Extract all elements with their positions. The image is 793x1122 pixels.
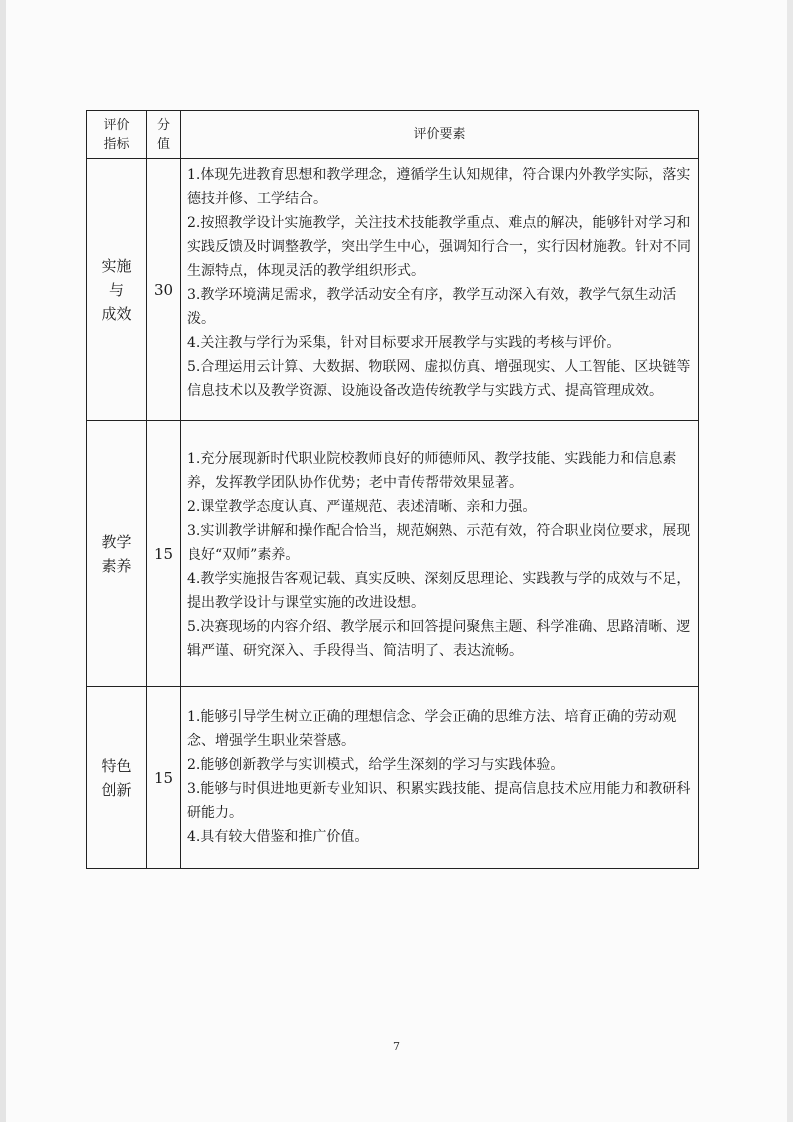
table-row xyxy=(87,421,699,687)
header-indicator-line: 指标 xyxy=(103,136,130,152)
criterion-item: 4.关注教与学行为采集，针对目标要求开展教学与实践的考核与评价。 xyxy=(187,335,621,351)
criterion-item: 4.教学实施报告客观记载、真实反映、深刻反思理论、实践教与学的成效与不足，提出教学设计与课堂实施的改进设想。 xyxy=(187,571,691,611)
criterion-item: 5.合理运用云计算、大数据、物联网、虚拟仿真、增强现实、人工智能、区块链等信息技术以及教学资源、设施设备改造传统教学与实践方式、提高管理成效。 xyxy=(187,359,691,399)
criterion-item: 1.充分展现新时代职业院校教师良好的师德师风、教学技能、实践能力和信息素养，发挥教学团队协作优势；老中青传帮带效果显著。 xyxy=(187,451,677,491)
criterion-item: 2.按照教学设计实施教学，关注技术技能教学重点、难点的解决，能够针对学习和实践反馈及时调整教学，突出学生中心，强调知行合一，实行因材施教。针对不同生源特点，体现灵活的教学组织形式。 xyxy=(187,215,691,279)
indicator-cell xyxy=(87,687,147,869)
indicator-cell xyxy=(87,159,147,421)
criterion-item: 5.决赛现场的内容介绍、教学展示和回答提问聚焦主题、科学准确、思路清晰、逻辑严谨、研究深入、手段得当、简洁明了、表达流畅。 xyxy=(187,619,691,659)
criterion-item: 4.具有较大借鉴和推广价值。 xyxy=(187,829,369,845)
indicator-cell xyxy=(87,421,147,687)
criterion-item: 3.能够与时俱进地更新专业知识、积累实践技能、提高信息技术应用能力和教研科研能力。 xyxy=(187,781,691,821)
elements-cell xyxy=(181,421,699,687)
header-elements: 评价要素 xyxy=(181,111,699,159)
score-cell: 30 xyxy=(147,159,181,421)
page-edge-right xyxy=(787,0,793,1122)
indicator-line: 素养 xyxy=(101,556,132,575)
criterion-item: 1.体现先进教育思想和教学理念，遵循学生认知规律，符合课内外教学实际，落实德技并修、工学结合。 xyxy=(187,167,691,207)
table-header-row xyxy=(87,111,699,159)
page-edge-left xyxy=(0,0,6,1122)
elements-cell xyxy=(181,687,699,869)
page-number: 7 xyxy=(393,1040,400,1053)
indicator-line: 特色 xyxy=(101,756,132,775)
indicator-line: 教学 xyxy=(101,532,132,551)
indicator-line: 与 xyxy=(108,280,124,299)
criterion-item: 2.能够创新教学与实训模式，给学生深刻的学习与实践体验。 xyxy=(187,757,565,773)
criterion-item: 3.实训教学讲解和操作配合恰当，规范娴熟、示范有效，符合职业岗位要求，展现良好“双师”素养。 xyxy=(187,523,691,563)
criterion-item: 2.课堂教学态度认真、严谨规范、表述清晰、亲和力强。 xyxy=(187,499,537,515)
table-row xyxy=(87,159,699,421)
score-cell: 15 xyxy=(147,687,181,869)
evaluation-table xyxy=(86,110,699,869)
header-indicator xyxy=(87,111,147,159)
elements-cell xyxy=(181,159,699,421)
criterion-item: 1.能够引导学生树立正确的理想信念、学会正确的思维方法、培育正确的劳动观念、增强学生职业荣誉感。 xyxy=(187,709,677,749)
indicator-line: 实施 xyxy=(101,256,132,275)
indicator-line: 成效 xyxy=(101,304,132,323)
table-row xyxy=(87,687,699,869)
header-score-line: 值 xyxy=(156,136,170,152)
header-score-line: 分 xyxy=(156,117,170,133)
header-indicator-line: 评价 xyxy=(103,117,130,133)
score-cell: 15 xyxy=(147,421,181,687)
header-score xyxy=(147,111,181,159)
indicator-line: 创新 xyxy=(101,780,132,799)
criterion-item: 3.教学环境满足需求，教学活动安全有序，教学互动深入有效，教学气氛生动活泼。 xyxy=(187,287,677,327)
